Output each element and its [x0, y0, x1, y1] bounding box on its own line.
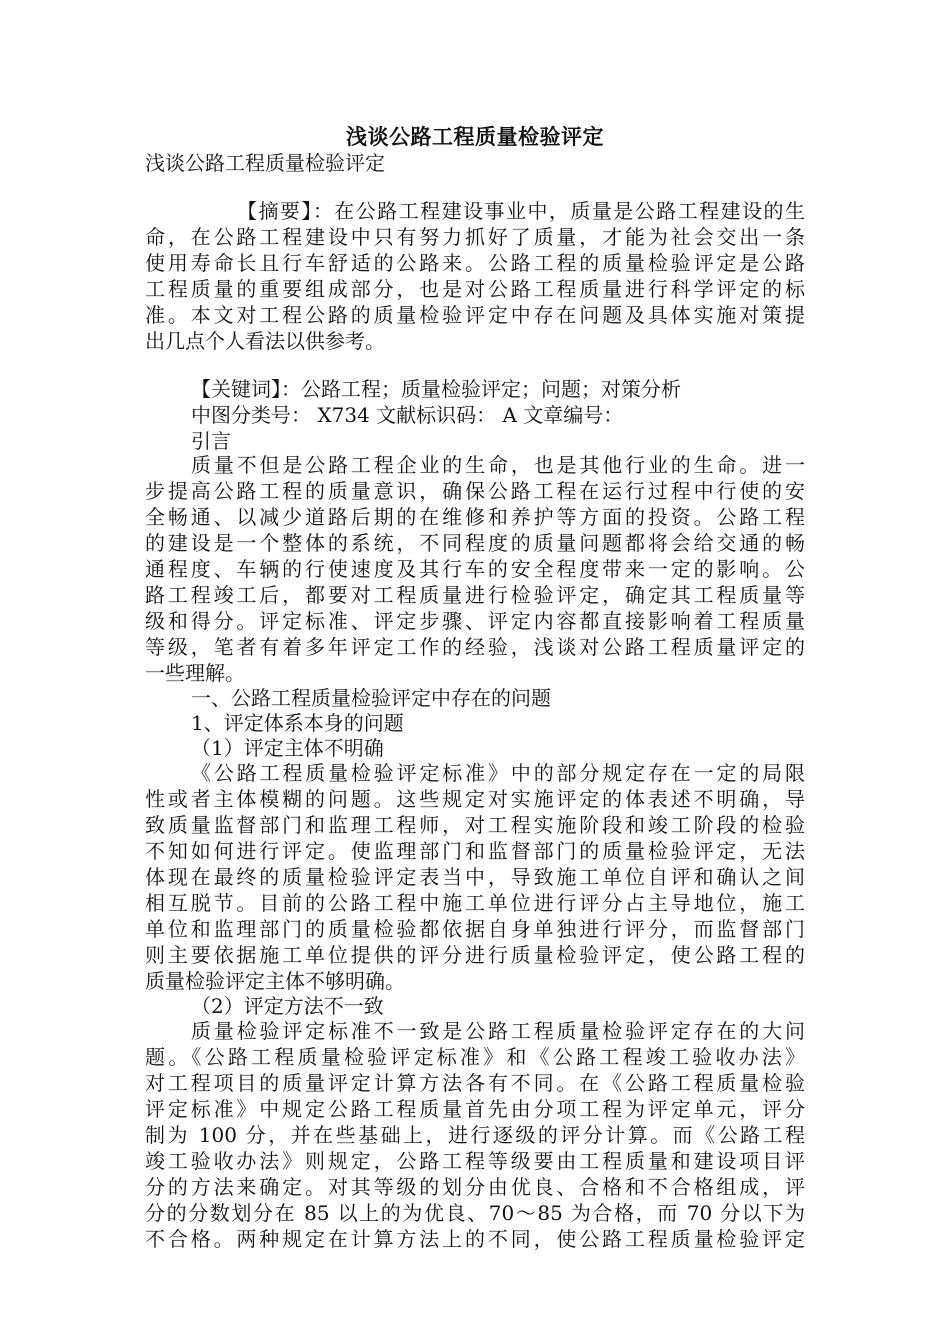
paragraph-line: 单位和监理部门的质量检验都依据自身单独进行评分，而监督部门 — [145, 917, 805, 941]
paragraph-line: 出几点个人看法以供参考。 — [145, 329, 385, 353]
paragraph-line: 则主要依据施工单位提供的评分进行质量检验评定，使公路工程的 — [145, 943, 805, 967]
paragraph-line: 质量不但是公路工程企业的生命，也是其他行业的生命。进一 — [191, 453, 805, 477]
paragraph-line: 级和得分。评定标准、评定步骤、评定内容都直接影响着工程质量 — [145, 609, 805, 633]
paragraph-line: 《公路工程质量检验评定标准》中的部分规定存在一定的局限 — [191, 761, 805, 785]
paragraph-line: 制为 100 分，并在些基础上，进行逐级的评分计算。而《公路工程 — [145, 1123, 805, 1147]
paragraph-line: 一些理解。 — [145, 661, 245, 685]
paragraph-line: 分的方法来确定。对其等级的划分由优良、合格和不合格组成，评 — [145, 1175, 805, 1199]
paragraph-line: 命，在公路工程建设中只有努力抓好了质量，才能为社会交出一条 — [145, 225, 805, 249]
paragraph-line: 【关键词】：公路工程；质量检验评定；问题；对策分析 — [191, 377, 681, 401]
paragraph-line: 体现在最终的质量检验评定表当中，导致施工单位自评和确认之间 — [145, 865, 805, 889]
paragraph-line: 对工程项目的质量评定计算方法各有不同。在《公路工程质量检验 — [145, 1071, 805, 1095]
paragraph-line: 质量检验评定标准不一致是公路工程质量检验评定存在的大问 — [191, 1019, 805, 1043]
paragraph-line: 中图分类号： X734 文献标识码： A 文章编号： — [191, 403, 624, 427]
paragraph-line: 路工程竣工后，都要对工程质量进行检验评定，确定其工程质量等 — [145, 583, 805, 607]
document-title: 浅谈公路工程质量检验评定 — [346, 124, 604, 149]
paragraph-line: 的建设是一个整体的系统，不同程度的质量问题都将会给交通的畅 — [145, 531, 805, 555]
paragraph-line: 相互脱节。目前的公路工程中施工单位进行评分占主导地位，施工 — [145, 891, 805, 915]
paragraph-line: 引言 — [191, 429, 231, 453]
paragraph-line: 等级，笔者有着多年评定工作的经验，浅谈对公路工程质量评定的 — [145, 635, 805, 659]
paragraph-line: 致质量监督部门和监理工程师，对工程实施阶段和竣工阶段的检验 — [145, 813, 805, 837]
paragraph-line: 竣工验收办法》则规定，公路工程等级要由工程质量和建设项目评 — [145, 1149, 805, 1173]
paragraph-line: 分的分数划分在 85 以上的为优良、70～85 为合格，而 70 分以下为 — [145, 1201, 805, 1225]
paragraph-line: 【摘要】：在公路工程建设事业中，质量是公路工程建设的生 — [237, 199, 805, 223]
paragraph-line: 性或者主体模糊的问题。这些规定对实施评定的体表述不明确，导 — [145, 787, 805, 811]
document-subtitle: 浅谈公路工程质量检验评定 — [145, 151, 385, 175]
paragraph-line: 不合格。两种规定在计算方法上的不同，使公路工程质量检验评定 — [145, 1227, 805, 1251]
paragraph-line: 准。本文对工程公路的质量检验评定中存在问题及具体实施对策提 — [145, 303, 805, 327]
paragraph-line: 工程质量的重要组成部分，也是对公路工程质量进行科学评定的标 — [145, 277, 805, 301]
paragraph-line: 使用寿命长且行车舒适的公路来。公路工程的质量检验评定是公路 — [145, 251, 805, 275]
paragraph-line: 通程度、车辆的行使速度及其行车的安全程度带来一定的影响。公 — [145, 557, 805, 581]
paragraph-line: （2）评定方法不一致 — [191, 994, 384, 1018]
paragraph-line: 一、公路工程质量检验评定中存在的问题 — [191, 686, 551, 710]
paragraph-line: 评定标准》中规定公路工程质量首先由分项工程为评定单元，评分 — [145, 1097, 805, 1121]
paragraph-line: 步提高公路工程的质量意识，确保公路工程在运行过程中行使的安 — [145, 479, 805, 503]
paragraph-line: 全畅通、以减少道路后期的在维修和养护等方面的投资。公路工程 — [145, 505, 805, 529]
paragraph-line: 不知如何进行评定。使监理部门和监督部门的质量检验评定，无法 — [145, 839, 805, 863]
paragraph-line: 质量检验评定主体不够明确。 — [145, 969, 405, 993]
paragraph-line: 1、评定体系本身的问题 — [191, 711, 404, 735]
paragraph-line: （1）评定主体不明确 — [191, 736, 384, 760]
paragraph-line: 题。《公路工程质量检验评定标准》和《公路工程竣工验收办法》 — [145, 1045, 805, 1069]
